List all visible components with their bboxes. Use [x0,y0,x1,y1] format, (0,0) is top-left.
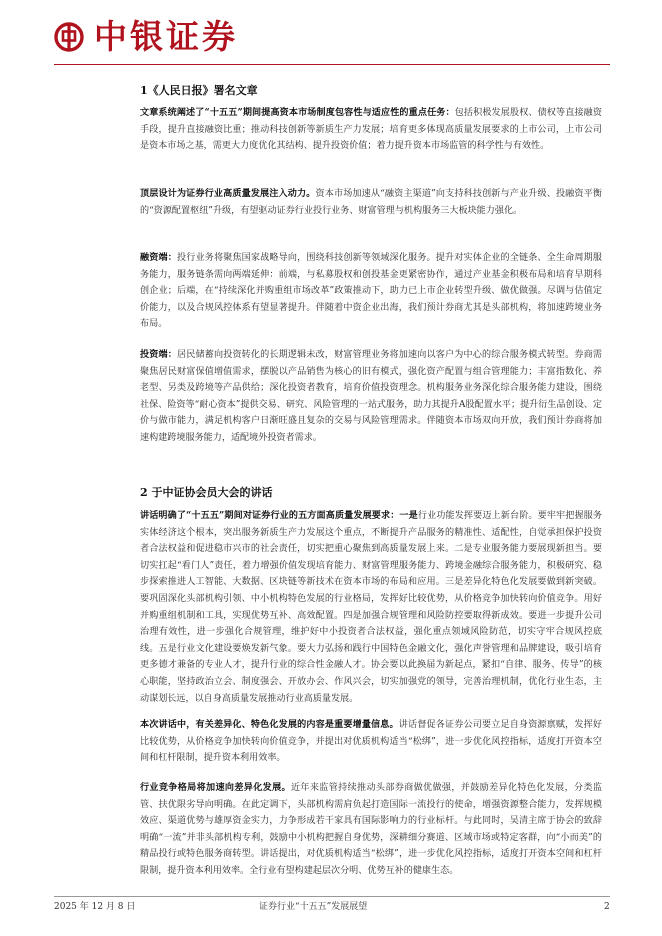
paragraph [140,186,602,219]
bank-of-china-logo-icon [54,22,84,52]
footer-date: 2025 年 12 月 8 日 [54,902,136,912]
paragraph [140,508,602,707]
paragraph [140,717,602,767]
brand-name: 中银证券 [94,17,238,56]
section-heading-2: 2 于中证协会员大会的讲话 [140,486,273,499]
paragraph-lead: 顶层设计为证券行业高质量发展注入动力。 [140,188,316,199]
header-divider [54,64,610,65]
footer-report-title: 证券行业“十五五”发展展望 [259,902,368,912]
paragraph-text: 包括积极发展股权、债权等直接融资手段，提升直接融资比重；推动科技创新等新质生产力发展；培育更多体现高质量发展要求的上市公司，上市公司是资本市场之基，需更大力度优化其结构、提升投资价值；着力提升资本市场监管的科学性与有效性。 [140,108,602,152]
paragraph-lead: 讲话明确了“十五五”期间对证券行业的五方面高质量发展要求：一是 [140,510,418,521]
paragraph-text: 近年来监管持续推动头部券商做优做强，并鼓励差异化特色化发展，分类监管、扶优限劣导向明确。在此定调下，头部机构需肩负起打造国际一流投行的使命，增强资源整合能力，发挥规模效应、渠道优势与雄厚资金实力，力争形成若干家具有国际影响力的行业标杆。与此同时，吴清主席于协会的致辞明确“一流”并非头部机构专利，鼓励中小机构把握自身优势，深耕细分赛道、区域市场或特定客群，向“小而美”的精品投行或特色服务商转型。讲话提出，对优质机构适当“松绑”，进一步优化风控指标，适度打开资本空间和杠杆限制，提升资本利用效率。全行业有望构建起层次分明、优势互补的健康生态。 [140,783,602,876]
paragraph-lead: 投资端： [140,349,177,360]
paragraph-lead: 行业竞争格局将加速向差异化发展。 [140,782,291,793]
section-heading-1: 1《人民日报》署名文章 [140,84,258,97]
paragraph-text: 资本市场加速从“融资主渠道”向支持科技创新与产业升级、投融资平衡的“资源配置枢纽”升级，有望驱动证券行业投行业务、财富管理与机构服务三大板块能力强化。 [140,189,602,216]
paragraph [140,347,602,447]
paragraph [140,780,602,880]
paragraph-text: 行业功能发挥要迈上新台阶。要牢牢把握服务实体经济这个根本，突出服务新质生产力发展这个重点，不断提升产品服务的精准性、适配性，自觉承担保护投资者合法权益和促进稳市兴市的社会责任，切实把重心聚焦到高质量发展上来。二是专业服务能力要展现新担当。要切实扛起“看门人”责任，着力增强价值发现培育能力、财富管理服务能力、跨境金融综合服务能力，积极研究、稳步探索推进人工智能、大数据、区块链等新技术在资本市场的布局和应用。三是差异化特色化发展要做到新突破。要巩固深化头部机构引领、中小机构特色发展的行业格局，发挥好比较优势，从价格竞争加快转向价值竞争。用好并购重组机制和工具，实现优势互补、高效配置。四是加强合规管理和风险防控要取得新成效。要进一步提升公司治理有效性，进一步强化合规管理，维护好中小投资者合法权益，强化重点领域风险防范，切实守牢合规风控底线。五是行业文化建设要焕发新气象。要大力弘扬和践行中国特色金融文化，强化声誉管理和品牌建设，吸引培育更多德才兼备的专业人才，提升行业的综合性金融人才。协会要以此换届为新起点，紧扣“自律、服务、传导”的核心职能，坚持政治立会、制度强会、开放办会、作风兴会，切实加强党的领导，完善治理机制，优化行业生态，主动谋划长远，以自身高质量发展推动行业高质量发展。 [140,511,602,704]
paragraph-lead: 本次讲话中，有关差异化、特色化发展的内容是重要增量信息。 [140,719,399,730]
footer-divider [54,896,610,897]
paragraph-text: 投行业务将聚焦国家战略导向，围绕科技创新等领域深化服务。提升对实体企业的全链条、全生命周期服务能力，服务链条需向两端延伸：前端，与私募股权和创投基金更紧密协作，通过产业基金积极布局和培育早期科创企业；后端，在“持续深化并购重组市场改革”政策推动下，助力已上市企业转型升级、做优做强。尽调与估值定价能力，以及合规风控体系有望显著提升。伴随着中资企业出海，我们预计券商尤其是头部机构，将加速跨境业务布局。 [140,253,602,330]
paragraph-lead: 文章系统阐述了“十五五”期间提高资本市场制度包容性与适应性的重点任务： [140,107,455,118]
report-header [0,0,662,74]
paragraph [140,105,602,155]
paragraph [140,250,602,333]
paragraph-text: 讲话督促各证券公司要立足自身资源禀赋，发挥好比较优势，从价格竞争加快转向价值竞争，并提出对优质机构适当“松绑”，进一步优化风控指标，适度打开资本空间和杠杆限制，提升资本利用效率。 [140,720,602,764]
page-number: 2 [604,902,610,912]
paragraph-text: 居民储蓄向投资转化的长期逻辑未改，财富管理业务将加速向以客户为中心的综合服务模式转型。券商需聚焦居民财富保值增值需求，摆脱以产品销售为核心的旧有模式，强化资产配置与组合管理能力；丰富指数化、养老型、另类及跨境等产品供给；深化投资者教育，培育价值投资理念。机构服务业务深化综合服务能力建设，围绕社保、险资等“耐心资本”提供交易、研究、风险管理的一站式服务，助力其提升A股配置水平；提升衍生品创设、定价与做市能力，满足机构客户日渐旺盛且复杂的交易与风险管理需求。伴随资本市场双向开放，我们预计券商将加速构建跨境服务能力，适配境外投资者需求。 [140,350,602,443]
paragraph-lead: 融资端： [140,252,177,263]
